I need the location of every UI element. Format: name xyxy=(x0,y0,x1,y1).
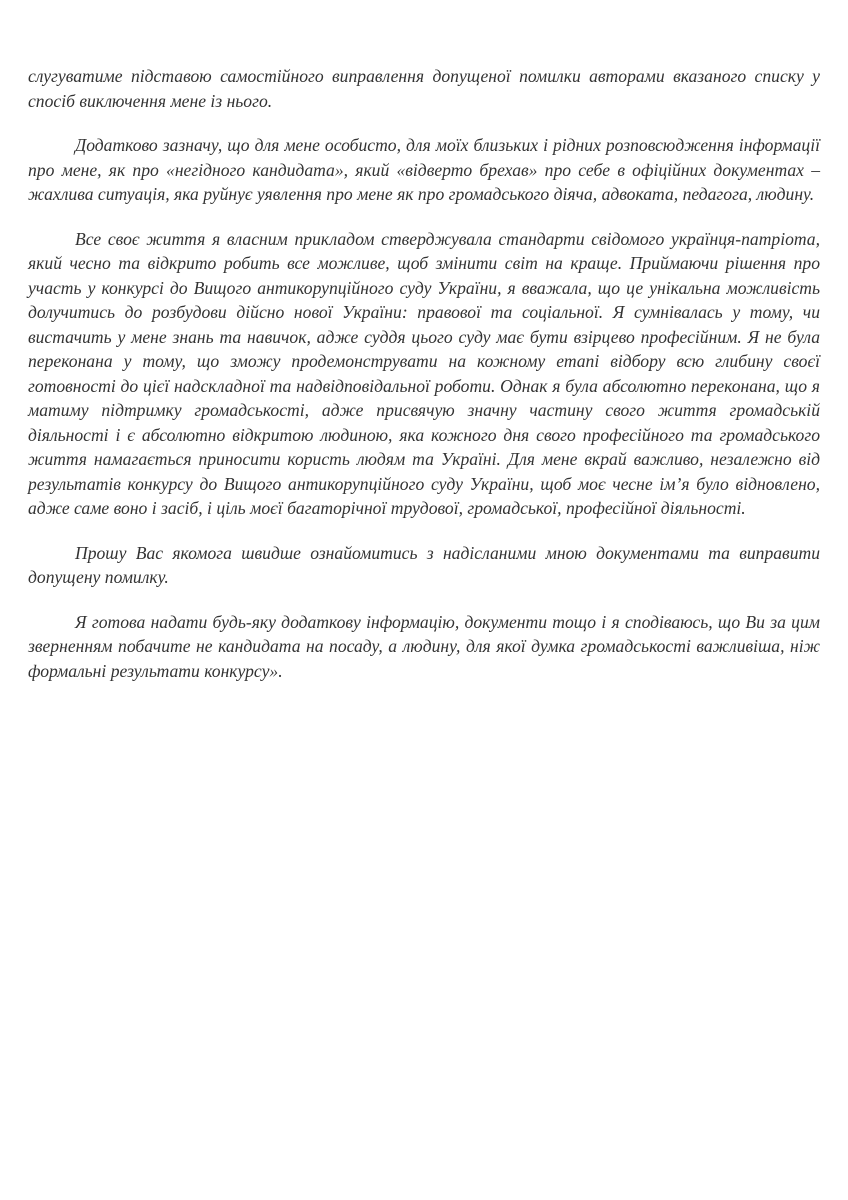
document-page xyxy=(28,64,820,703)
paragraph-personal-impact: Додатково зазначу, що для мене особисто, для моїх близьких і рідних розповсюдження інформації про мене, як про «негідного кандидата», який «відверто брехав» про себе в офіційних документах – жахлива ситуація, яка руйнує уявлення про мене як про громадського діяча, адвоката, педагога, людину. xyxy=(28,135,820,204)
paragraph-continuation: слугуватиме підставою самостійного виправлення допущеної помилки авторами вказаного списку у спосіб виключення мене із нього. xyxy=(28,66,820,111)
paragraph-closing: Я готова надати будь-яку додаткову інформацію, документи тощо і я сподіваюсь, що Ви за цим зверненням побачите не кандидата на посаду, а людину, для якої думка громадськості важливіша, ніж формальні результати конкурсу». xyxy=(28,611,820,681)
paragraph-request: Прошу Вас якомога швидше ознайомитись з надісланими мною документами та виправити допущену помилку. xyxy=(28,542,820,587)
paragraph-life-statement: Все своє життя я власним прикладом стверджувала стандарти свідомого українця-патріота, який чесно та відкрито робить все можливе, щоб змінити світ на краще. Приймаючи рішення про участь у конкурсі до Вищого антикорупційного суду України, я вважала, що це унікальна можливість долучитись до розбудови дійсно нової України: правової та соціальної. Я сумнівалась у тому, чи вистачить у мене знань та навичок, адже суддя цього суду має бути взірцево професійним. Я не була переконана у тому, що зможу продемонструвати на кожному етапі відбору всю глибину своєї готовності до цієї надскладної та надвідповідальної роботи. Однак я була абсолютно переконана, що я матиму підтримку громадськості, адже присвячую значну частину свого життя громадській діяльності і є абсолютно відкритою людиною, яка кожного дня свого професійного та громадського життя намагається приносити користь людям та Україні. Для мене вкрай важливо, незалежно від результатів конкурсу до Вищого антикорупційного суду України, щоб моє чесне ім’я було відновлено, адже саме воно і засіб, і ціль моєї багаторічної трудової, громадської, професійної діяльності. xyxy=(28,228,820,518)
